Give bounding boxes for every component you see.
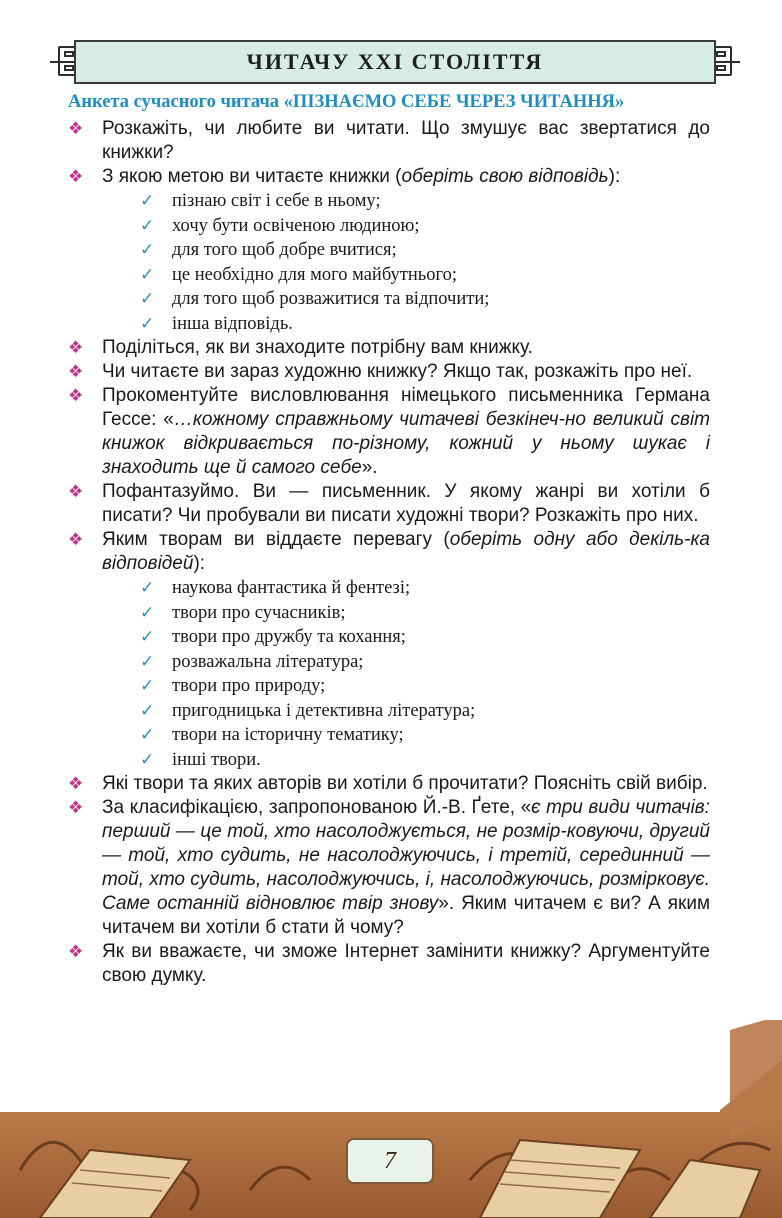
question-item	[68, 940, 710, 988]
option-item	[68, 723, 710, 748]
quote-text: є три види читачів: перший — це той, хто насолоджується, не розмір-ковуючи, другий — той, хто судить, не насолоджуючись, і третій, серединний — той, хто судить, насолоджуючись, і, насолоджуючись, розмірковує. Саме останній відновлює твір знову	[102, 797, 710, 914]
question-item	[68, 165, 710, 189]
checkmark-icon: ✓	[140, 700, 155, 720]
checkmark-icon: ✓	[140, 725, 155, 744]
option-item	[68, 263, 710, 288]
option-label: твори на історичну тематику;	[172, 725, 404, 745]
checkmark-icon: ✓	[140, 215, 155, 235]
question-item	[68, 360, 710, 384]
diamond-bullet-icon: ❖	[68, 798, 84, 817]
checkmark-icon: ✓	[140, 676, 155, 695]
option-label: пригодницька і детективна література;	[172, 700, 476, 721]
diamond-bullet-icon: ❖	[68, 386, 84, 405]
question-item	[68, 772, 710, 796]
page-section-title: ЧИТАЧУ XXI СТОЛІТТЯ	[246, 49, 544, 74]
question-text: За класифікацією, запропонованою Й.-В. Ґете, «	[102, 797, 532, 818]
options-list	[68, 576, 710, 772]
diamond-bullet-icon: ❖	[68, 942, 84, 961]
question-item	[68, 336, 710, 360]
page-number: 7	[384, 1147, 396, 1174]
checkmark-icon: ✓	[140, 240, 155, 259]
diamond-bullet-icon: ❖	[68, 338, 84, 357]
question-text-tail: ):	[193, 553, 206, 574]
question-text-tail: ».	[361, 457, 378, 478]
options-list	[68, 189, 710, 336]
checkmark-icon: ✓	[140, 749, 155, 769]
question-text: Чи читаєте ви зараз художню книжку? Якщо так, розкажіть про неї.	[102, 361, 693, 382]
option-label: для того щоб добре вчитися;	[172, 240, 397, 260]
page-number-plate	[340, 1134, 440, 1188]
checkmark-icon: ✓	[140, 578, 155, 597]
option-item	[68, 625, 710, 650]
header-title-box	[74, 40, 716, 84]
option-item	[68, 189, 710, 214]
option-label: пізнаю світ і себе в ньому;	[172, 191, 381, 211]
question-text: Пофантазуймо. Ви — письменник. У якому жанрі ви хотіли б писати? Чи пробували ви писати художні твори? Розкажіть про них.	[102, 481, 710, 526]
question-text: Як ви вважаєте, чи зможе Інтернет замінити книжку? Аргументуйте свою думку.	[102, 941, 710, 986]
option-label: інші твори.	[172, 749, 261, 770]
option-label: наукова фантастика й фентезі;	[172, 578, 411, 598]
question-text-tail: ». Яким читачем є ви? А яким читачем ви хотіли б стати й чому?	[102, 893, 711, 938]
option-item	[68, 214, 710, 239]
question-text: Розкажіть, чи любите ви читати. Що змушує вас звертатися до книжки?	[102, 118, 710, 163]
option-label: твори про природу;	[172, 676, 326, 696]
option-label: хочу бути освіченою людиною;	[172, 215, 420, 236]
question-item	[68, 796, 710, 940]
checkmark-icon: ✓	[140, 602, 155, 622]
option-label: це необхідно для мого майбутнього;	[172, 264, 457, 285]
question-text: З якою метою ви читаєте книжки (	[102, 166, 402, 187]
question-text: Яким творам ви віддаєте перевагу (	[102, 529, 450, 550]
diamond-bullet-icon: ❖	[68, 362, 84, 381]
question-text: Які твори та яких авторів ви хотіли б прочитати? Поясніть свій вибір.	[102, 773, 708, 794]
question-item	[68, 384, 710, 480]
question-instruction: оберіть одну або декіль-ка відповідей	[102, 529, 710, 574]
page-number-box	[346, 1138, 434, 1184]
quote-text: …кожному справжньому читачеві безкінеч-но великий світ книжок відкривається по-різному, кожний у ньому шукає і знаходить ще й самого себе	[102, 409, 710, 478]
option-label: розважальна література;	[172, 651, 364, 672]
option-label: для того щоб розважитися та відпочити;	[172, 289, 490, 309]
checkmark-icon: ✓	[140, 289, 155, 308]
diamond-bullet-icon: ❖	[68, 167, 84, 186]
checkmark-icon: ✓	[140, 651, 155, 671]
diamond-bullet-icon: ❖	[68, 119, 84, 138]
question-text-tail: ):	[608, 166, 621, 187]
question-text: Поділіться, як ви знаходите потрібну вам книжку.	[102, 337, 533, 358]
checkmark-icon: ✓	[140, 627, 155, 646]
option-item	[68, 287, 710, 312]
option-item	[68, 576, 710, 601]
question-text: Прокоментуйте висловлювання німецького письменника Германа Гессе: «	[102, 385, 710, 430]
option-item	[68, 601, 710, 626]
diamond-bullet-icon: ❖	[68, 530, 84, 549]
main-content	[68, 92, 710, 988]
question-item	[68, 528, 710, 576]
option-label: твори про сучасників;	[172, 602, 346, 623]
diamond-bullet-icon: ❖	[68, 774, 84, 793]
option-item	[68, 312, 710, 337]
option-label: твори про дружбу та кохання;	[172, 627, 406, 647]
checkmark-icon: ✓	[140, 191, 155, 210]
option-item	[68, 748, 710, 773]
option-item	[68, 238, 710, 263]
footer-illustration	[0, 1020, 782, 1218]
option-item	[68, 699, 710, 724]
checkmark-icon: ✓	[140, 313, 155, 333]
page-header	[50, 40, 740, 84]
checkmark-icon: ✓	[140, 264, 155, 284]
option-label: інша відповідь.	[172, 313, 293, 334]
survey-title: Анкета сучасного читача «ПІЗНАЄМО СЕБЕ ЧЕРЕЗ ЧИТАННЯ»	[68, 92, 625, 112]
option-item	[68, 650, 710, 675]
question-item	[68, 117, 710, 165]
books-illustration-icon	[0, 1020, 782, 1218]
option-item	[68, 674, 710, 699]
diamond-bullet-icon: ❖	[68, 482, 84, 501]
question-item	[68, 480, 710, 528]
question-instruction: оберіть свою відповідь	[401, 166, 609, 187]
